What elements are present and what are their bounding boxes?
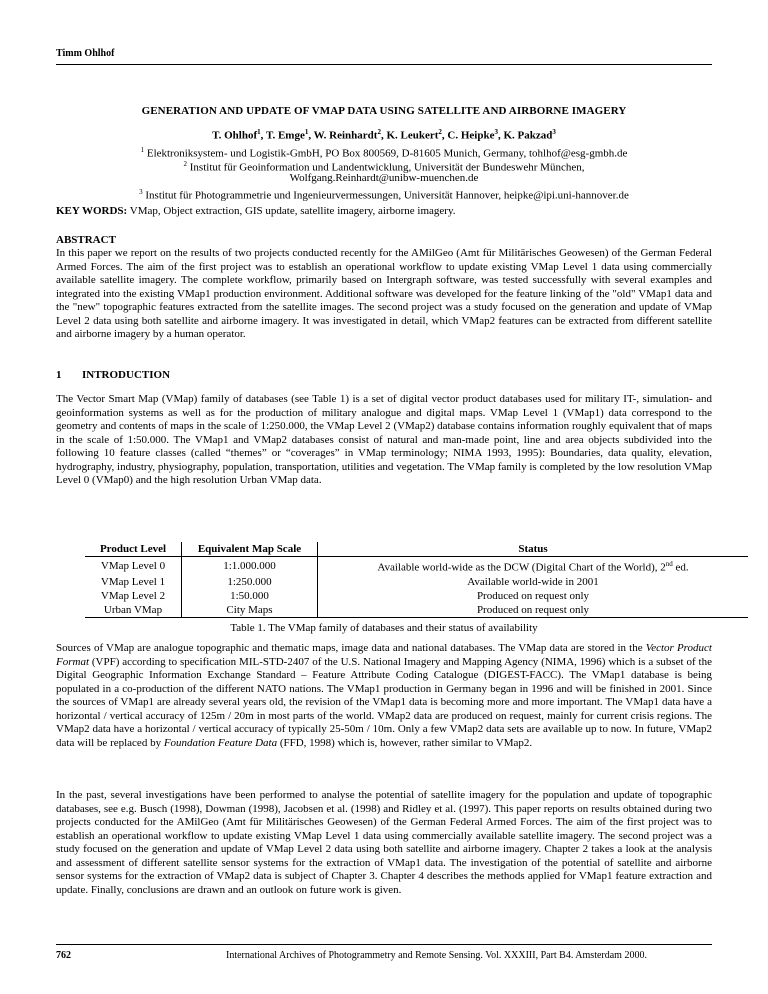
table-row: VMap Level 1 1:250.000 Available world-wide in 2001 [85,575,748,589]
abstract-heading: ABSTRACT [56,234,116,246]
intro-paragraph-3: In the past, several investigations have been performed to analyse the potential of satellite imagery for the population and update of topographic databases, see e.g. Busch (1998), Dowman (1998), Jacobsen et al. (1998) and Ridley et al. (1997). This paper reports on results obtained during two projects conducted for the AMilGeo (Amt für Militärisches Geowesen) of the German Federal Armed Forces. The aim of the first project was to establish an operational workflow to update existing VMap Level 1 data using commercially available satellite imagery. The second project was a study focused on the generation and update of VMap Level 2 data using both satellite and airborne imagery. Chapter 2 takes a look at the analysis and assessment of different satellite sensor systems for the extraction of VMap1 data. The investigation of the potential of satellite and airborne sensor systems for the extraction of VMap2 data is subject of Chapter 3. Chapter 4 describes the methods applied for VMap1 feature extraction and update. Finally, conclusions are drawn and an outlook on future work is given. [56,789,712,896]
intro-paragraph-1: The Vector Smart Map (VMap) family of databases (see Table 1) is a set of digital vector product databases used for military IT-, simulation- and geoinformation systems as well as for the production of military analogue and digital maps. VMap Level 1 (VMap1) data correspond to the geometry and contents of maps in the scale of 1:250.000, the VMap Level 2 (VMap2) database contains information roughly equivalent that of maps in the scale of 1:50.000. The VMap1 and VMap2 databases consist of natural and man-made point, line and area objects subdivided into the following 10 feature classes (called “themes” or “coverages” in VMap terminology; NIMA 1993, 1995): Boundaries, data quality, elevation, hydrography, industry, physiography, population, transportation, utilities and vegetation. The VMap family is completed by the low resolution VMap Level 0 (VMap0) and the high resolution Urban VMap data. [56,393,712,486]
affiliation-1: $^1$ Elektroniksystem- und Logistik-GmbH, PO Box 800569, D-81605 Munich, Germany, tohlhof@esg-gmbh.de [140,146,628,160]
table-row: VMap Level 2 1:50.000 Produced on request only [85,589,748,603]
table-header: Equivalent Map Scale [182,542,318,557]
section-heading: 1 INTRODUCTION [56,369,171,381]
author-list: T. Ohlhof$^1$, T. Emge$^1$, W. Reinhardt$^2$, K. Leukert$^2$, C. Heipke$^3$, K. Pakzad$^3$ [212,128,556,142]
intro-paragraph-2: Sources of VMap are analogue topographic and thematic maps, image data and national databases. The VMap data are stored in the Vector Product Format (VPF) according to specification MIL-STD-2407 of the U.S. National Imagery and Mapping Agency (NIMA, 1996) which is a subset of the Digital Geographic Information Exchange Standard – Feature Attribute Coding Catalogue (DIGEST-FACC). The VMap1 database is being populated in a co-production of the different NATO nations. The VMap1 production in Germany began in 1996 and will be finished in 2001. Since the sources of VMap1 are already several years old, the revision of the VMap1 data is becoming more and more important. The VMap1 data have a horizontal / vertical accuracy of 125m / 20m in most parts of the world. VMap2 data are produced on request, mainly for current crisis regions. The VMap2 data have a horizontal / vertical accuracy of typically 25-50m / 10m. Only a few VMap2 data sets are available up to now. In future, VMap2 data will be replaced by Foundation Feature Data (FFD, 1998) which is, however, rather similar to VMap2. [56,642,712,749]
abstract-text: In this paper we report on the results of two projects conducted recently for the AMilGeo (Amt für Militärisches Geowesen) of the German Federal Armed Forces. The aim of the first project was to establish an operational workflow to update existing VMap Level 1 data using commercially available satellite imagery. The complete workflow, primarily based on Intergraph software, was tested successfully with several examples and integrated into the existing VMap1 production environment. Additional software was developed for the feature linking of the "old" VMap1 data and the "new" topographic features extracted from the satellite images. The second project was a study focused on the generation and update of VMap Level 2 data using both satellite and airborne imagery. It was investigated in detail, which VMap2 features can be extracted from different satellite and airborne imagery by a human operator. [56,247,712,340]
author: T. Ohlhof [212,129,258,142]
affiliation-2-email: Wolfgang.Reinhardt@unibw-muenchen.de [289,172,479,184]
author: W. Reinhardt [313,129,378,142]
table-row: Urban VMap City Maps Produced on request only [85,603,748,618]
footer-rule [56,944,712,945]
author: K. Leukert [386,129,439,142]
vmap-table [85,542,748,618]
table-row: VMap Level 0 1:1.000.000 Available world-wide as the DCW (Digital Chart of the World), 2nd ed. [85,557,748,575]
author: C. Heipke [447,129,495,142]
table-header: Product Level [85,542,182,557]
author: K. Pakzad [503,129,553,142]
author: T. Emge [265,129,305,142]
keywords: KEY WORDS: VMap, Object extraction, GIS update, satellite imagery, airborne imagery. [56,205,456,217]
table-caption: Table 1. The VMap family of databases and their status of availability [230,622,538,634]
paper-title: GENERATION AND UPDATE OF VMAP DATA USING SATELLITE AND AIRBORNE IMAGERY [141,105,627,117]
affiliation-2: $^2$ Institut für Geoinformation und Landentwicklung, Universität der Bundeswehr München, [183,160,585,174]
running-header-author: Timm Ohlhof [56,48,115,59]
journal-citation: International Archives of Photogrammetry and Remote Sensing. Vol. XXXIII, Part B4. Amsterdam 2000. [226,950,647,961]
table-header: Status [318,542,749,557]
header-rule [56,64,712,65]
affiliation-3: $^3$ Institut für Photogrammetrie und Ingenieurvermessungen, Universität Hannover, heipke@ipi.uni-hannover.de [139,188,629,202]
page-number: 762 [56,950,71,961]
